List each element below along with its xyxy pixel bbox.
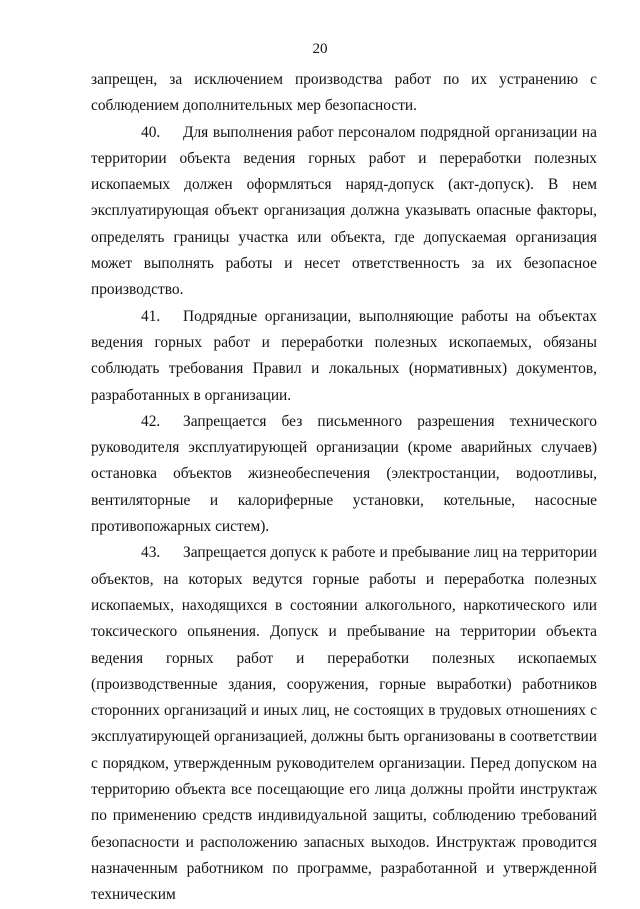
paragraph-42 [91,409,597,540]
paragraph-text: запрещен, за исключением производства работ по их устранению с соблюдением дополнительных мер безопасности. [91,71,597,115]
paragraph-number: 41. [141,307,161,325]
paragraph-number: 42. [141,412,161,430]
paragraph-41 [91,304,597,409]
paragraph-number: 40. [141,123,161,141]
paragraph-43 [91,540,597,908]
paragraph-40 [91,120,597,304]
paragraph-text: Подрядные организации, выполняющие работы на объектах ведения горных работ и переработки полезных ископаемых, обязаны соблюдать требования Правил и локальных (нормативных) документов, разработанных в организации. [91,307,597,404]
paragraph-text: Запрещается допуск к работе и пребывание лиц на территории объектов, на которых ведутся горные работы и переработка полезных ископаемых, находящихся в состоянии алкогольного, наркотического или токсического опьянения. Допуск и пребывание на территории объекта ведения горных работ и переработки полезных ископаемых (производственные здания, сооружения, горные выработки) работников сторонних организаций и иных лиц, не состоящих в трудовых отношениях с эксплуатирующей организацией, должны быть организованы в соответствии с порядком, утвержденным руководителем организации. Перед допуском на территорию объекта все посещающие его лица должны пройти инструктаж по применению средств индивидуальной защиты, соблюдению требований безопасности и расположению запасных выходов. Инструктаж проводится назначенным работником по программе, разработанной и утвержденной техническим [91,544,597,904]
document-body [91,67,597,909]
paragraph-text: Для выполнения работ персоналом подрядной организации на территории объекта ведения горных работ и переработки полезных ископаемых должен оформляться наряд-допуск (акт-допуск). В нем эксплуатирующая объект организация должна указывать опасные факторы, определять границы участка или объекта, где допускаемая организация может выполнять работы и несет ответственность за их безопасное производство. [91,123,597,299]
paragraph-text: Запрещается без письменного разрешения технического руководителя эксплуатирующей организации (кроме аварийных случаев) остановка объектов жизнеобеспечения (электростанции, водоотливы, вентиляторные и калориферные установки, котельные, насосные противопожарных систем). [91,412,597,536]
paragraph-number: 43. [141,544,161,562]
page-number: 20 [312,41,328,57]
paragraph-continuation [91,67,597,120]
